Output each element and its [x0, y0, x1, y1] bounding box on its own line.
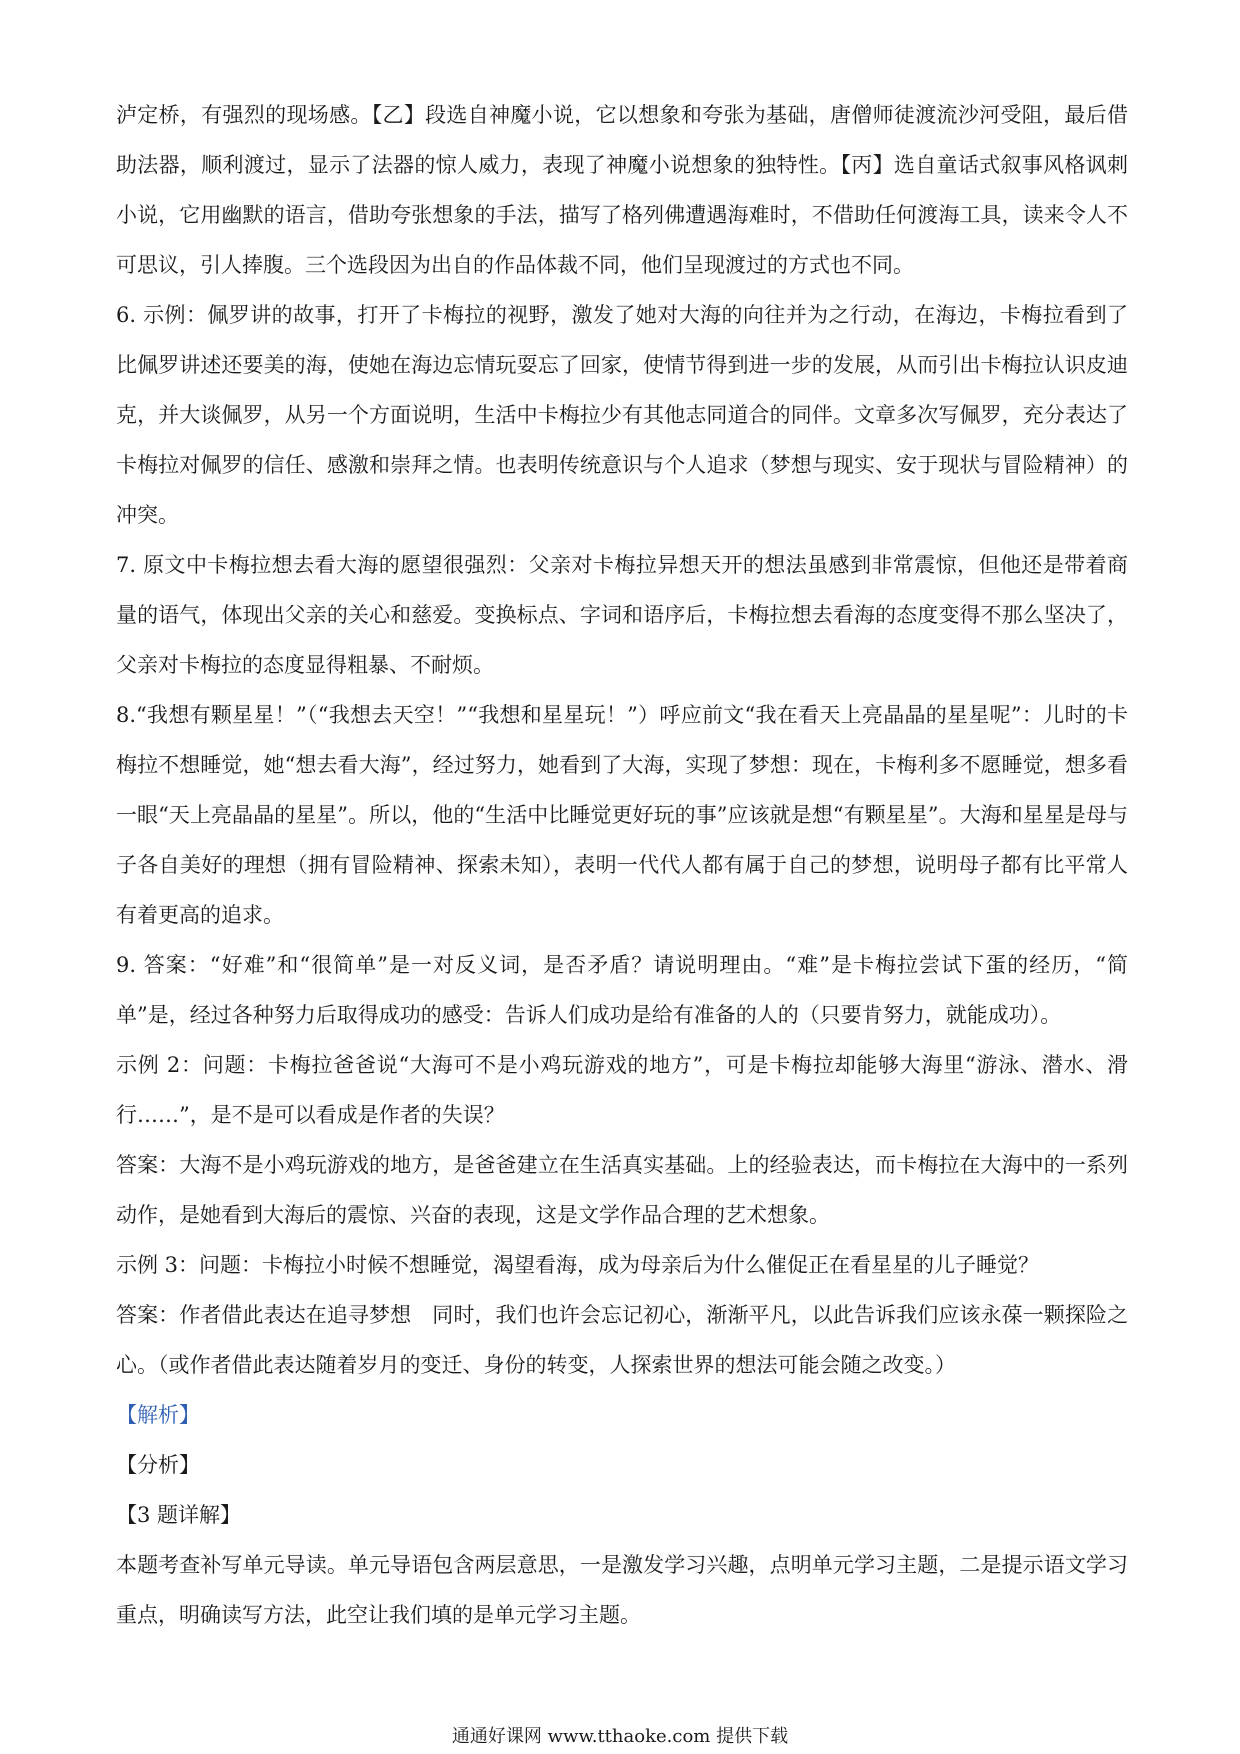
paragraph-intro: 泸定桥，有强烈的现场感。【乙】段选自神魔小说，它以想象和夸张为基础，唐僧师徒渡流沙河受阻，最后借助法器，顺利渡过，显示了法器的惊人威力，表现了神魔小说想象的独特性。【丙】选自童话式叙事风格讽刺小说，它用幽默的语言，借助夸张想象的手法，描写了格列佛遭遇海难时，不借助任何渡海工具，读来令人不可思议，引人捧腹。三个选段因为出自的作品体裁不同，他们呈现渡过的方式也不同。	[116, 103, 1128, 277]
fenxi-label: 【分析】	[116, 1453, 200, 1477]
paragraph-example-3-question: 示例 3：问题：卡梅拉小时候不想睡觉，渴望看海，成为母亲后为什么催促正在看星星的儿子睡觉？	[116, 1253, 1040, 1277]
analysis-label: 【解析】	[116, 1403, 200, 1427]
page-content	[116, 90, 1128, 1640]
paragraph-answer-9: 9. 答案：“好难”和“很简单”是一对反义词，是否矛盾？请说明理由。“难”是卡梅拉尝试下蛋的经历，“简单”是，经过各种努力后取得成功的感受：告诉人们成功是给有准备的人的（只要肯努力，就能成功）。	[116, 953, 1128, 1027]
page-footer: 通通好课网 www.tthaoke.com 提供下载	[451, 1726, 789, 1747]
paragraph-example-2-answer: 答案：大海不是小鸡玩游戏的地方，是爸爸建立在生活真实基础。上的经验表达，而卡梅拉在大海中的一系列动作，是她看到大海后的震惊、兴奋的表现，这是文学作品合理的艺术想象。	[116, 1153, 1128, 1227]
paragraph-q3-detail: 本题考查补写单元导读。单元导语包含两层意思，一是激发学习兴趣，点明单元学习主题，二是提示语文学习重点，明确读写方法，此空让我们填的是单元学习主题。	[116, 1553, 1128, 1627]
paragraph-example-2-question: 示例 2：问题：卡梅拉爸爸说“大海可不是小鸡玩游戏的地方”，可是卡梅拉却能够大海里“游泳、潜水、滑行……”，是不是可以看成是作者的失误？	[116, 1053, 1128, 1127]
paragraph-answer-7: 7. 原文中卡梅拉想去看大海的愿望很强烈：父亲对卡梅拉异想天开的想法虽感到非常震惊，但他还是带着商量的语气，体现出父亲的关心和慈爱。变换标点、字词和语序后，卡梅拉想去看海的态度变得不那么坚决了，父亲对卡梅拉的态度显得粗暴、不耐烦。	[116, 553, 1128, 677]
paragraph-example-3-answer: 答案：作者借此表达在追寻梦想 同时，我们也许会忘记初心，渐渐平凡，以此告诉我们应该永葆一颗探险之心。（或作者借此表达随着岁月的变迁、身份的转变，人探索世界的想法可能会随之改变。）	[116, 1303, 1128, 1377]
q3-detail-label: 【3 题详解】	[116, 1503, 242, 1527]
paragraph-answer-6: 6. 示例：佩罗讲的故事，打开了卡梅拉的视野，激发了她对大海的向往并为之行动，在海边，卡梅拉看到了比佩罗讲述还要美的海，使她在海边忘情玩耍忘了回家，使情节得到进一步的发展，从而引出卡梅拉认识皮迪克，并大谈佩罗，从另一个方面说明，生活中卡梅拉少有其他志同道合的同伴。文章多次写佩罗，充分表达了卡梅拉对佩罗的信任、感激和崇拜之情。也表明传统意识与个人追求（梦想与现实、安于现状与冒险精神）的冲突。	[116, 303, 1128, 527]
paragraph-answer-8: 8.“我想有颗星星！”（“我想去天空！”“我想和星星玩！”）呼应前文“我在看天上亮晶晶的星星呢”：儿时的卡梅拉不想睡觉，她“想去看大海”，经过努力，她看到了大海，实现了梦想：现在，卡梅利多不愿睡觉，想多看一眼“天上亮晶晶的星星”。所以，他的“生活中比睡觉更好玩的事”应该就是想“有颗星星”。大海和星星是母与子各自美好的理想（拥有冒险精神、探索未知），表明一代代人都有属于自己的梦想，说明母子都有比平常人有着更高的追求。	[116, 703, 1128, 927]
